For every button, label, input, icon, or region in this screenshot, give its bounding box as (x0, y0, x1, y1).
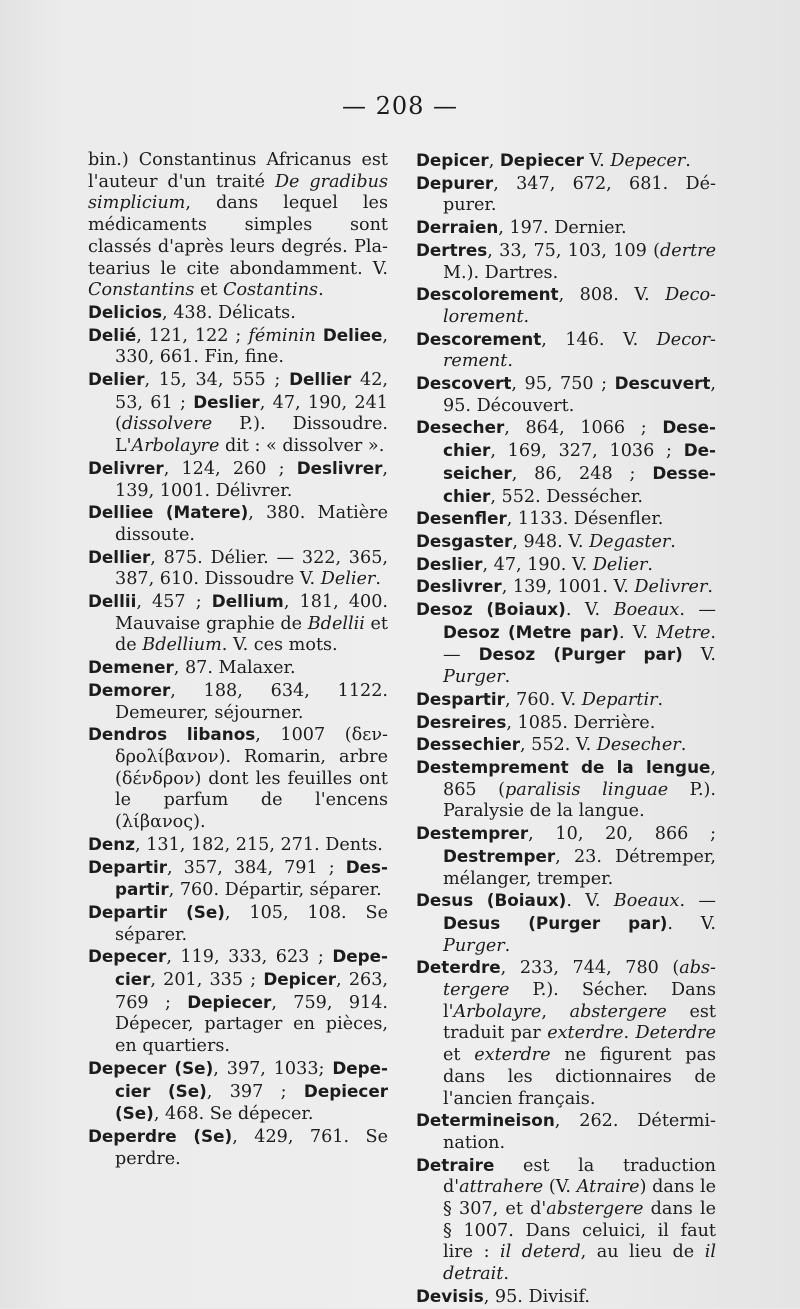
dictionary-entry: Dessechier, 552. V. Desecher. (416, 734, 687, 756)
left-column (88, 150, 388, 1170)
dictionary-entry: Deperdre (Se), 429, 761. Se perdre. (88, 1125, 388, 1169)
dictionary-entry: Dellii, 457 ; Dellium, 181, 400. Mauvaise graphie de Bdellii et de Bdellium. V. ces mots. (88, 591, 389, 656)
dictionary-entry: Depecer (Se), 397, 1033; Depecier (Se), 397 ; Depiecer (Se), 468. Se dépecer. (88, 1057, 388, 1125)
dictionary-entry: Departir, 357, 384, 791 ; Despartir, 760. Départir, séparer. (88, 856, 388, 901)
dictionary-entry: Destemprement de la lengue, 865 (paralisis linguae P.). Paralysie de la langue. (416, 756, 716, 822)
dictionary-entry: Desecher, 864, 1066 ; Desechier, 169, 327, 1036 ; Deseicher, 86, 248 ; Dessechier, 552. Dessécher. (416, 417, 716, 507)
dictionary-entry: Descolorement, 808. V. Decolorement. (416, 284, 716, 327)
dictionary-entry: Desus (Boiaux). V. Boeaux. — Desus (Purger par). V. Purger. (416, 890, 716, 956)
dictionary-entry: Destemprer, 10, 20, 866 ; Destremper, 23. Détremper, mélanger, tremper. (416, 823, 716, 889)
dictionary-entry: Delicios, 438. Délicats. (88, 301, 296, 323)
dictionary-entry: Desgaster, 948. V. Degaster. (416, 530, 676, 552)
dictionary-entry: Depicer, Depiecer V. Depecer. (416, 150, 691, 171)
dictionary-entry: Detraire est la traduction d'attrahere (V. Atraire) dans le § 307, et d'abstergere dans le § 1007. Dans celuici, il faut lire : il deterd, au lieu de il detrait. (416, 1154, 716, 1285)
dictionary-entry: Dellier, 875. Délier. — 322, 365, 387, 610. Dissoudre V. Delier. (88, 546, 388, 590)
dictionary-entry: Delié, 121, 122 ; féminin Deliee, 330, 661. Fin, fine. (88, 324, 388, 368)
dictionary-entry: Devisis, 95. Divisif. (416, 1285, 590, 1307)
dictionary-entry: Deslier, 47, 190. V. Delier. (416, 553, 654, 575)
right-column (416, 150, 716, 1309)
dictionary-entry: Depurer, 347, 672, 681. Dépurer. (416, 172, 716, 216)
dictionary-entry: bin.) Constantinus Africanus est l'auteur d'un traité De gradibus simplicium, dans lequel les médicaments simples sont classés d'après leurs degrés. Platearius le cite abondamment. V. Constantins et Costantins. (88, 150, 388, 301)
dictionary-entry: Delliee (Matere), 380. Matière dissoute. (88, 502, 388, 545)
dictionary-entry: Denz, 131, 182, 215, 271. Dents. (88, 833, 383, 855)
dictionary-entry: Determineison, 262. Détermination. (416, 1110, 716, 1153)
dictionary-entry: Dendros libanos, 1007 (δενδρολίβανον). Romarin, arbre (δένδρον) dont les feuilles ont le parfum de l'encens (λίβανος). (88, 724, 388, 833)
dictionary-entry: Desoz (Boiaux). V. Boeaux. — Desoz (Metre par). V. Metre. — Desoz (Purger par) V. Purger. (416, 599, 717, 688)
dictionary-entry: Descorement, 146. V. Decorrement. (416, 328, 716, 372)
page-number: — 208 — (341, 92, 459, 120)
dictionary-entry: Demener, 87. Malaxer. (88, 657, 296, 679)
dictionary-entry: Depecer, 119, 333, 623 ; Depecier, 201, 335 ; Depicer, 263, 769 ; Depiecer, 759, 914. Dépecer, partager en pièces, en quartiers. (88, 946, 388, 1057)
dictionary-entry: Deslivrer, 139, 1001. V. Delivrer. (416, 576, 713, 598)
dictionary-entry: Departir (Se), 105, 108. Se séparer. (88, 901, 388, 945)
dictionary-entry: Delivrer, 124, 260 ; Deslivrer, 139, 1001. Délivrer. (88, 457, 388, 501)
dictionary-entry: Desreires, 1085. Derrière. (416, 711, 656, 733)
dictionary-entry: Desenfler, 1133. Désenfler. (416, 508, 664, 530)
dictionary-entry: Delier, 15, 34, 555 ; Dellier 42, 53, 61 ; Deslier, 47, 190, 241 (dissolvere P.). Dissoudre. L'Arbolayre dit : « dissolver ». (88, 369, 388, 457)
dictionary-entry: Derraien, 197. Dernier. (416, 217, 627, 239)
dictionary-entry: Deterdre, 233, 744, 780 (abstergere P.). Sécher. Dans l'Arbolayre, abstergere est traduit par exterdre. Deterdre et exterdre ne figurent pas dans les dictionnaires de l'ancien français. (416, 957, 717, 1109)
dictionary-entry: Dertres, 33, 75, 103, 109 (dertre M.). Dartres. (416, 239, 716, 283)
dictionary-entry: Despartir, 760. V. Departir. (416, 688, 664, 710)
dictionary-entry: Demorer, 188, 634, 1122. Demeurer, séjourner. (88, 679, 388, 723)
dictionary-entry: Descovert, 95, 750 ; Descuvert, 95. Découvert. (416, 373, 716, 416)
